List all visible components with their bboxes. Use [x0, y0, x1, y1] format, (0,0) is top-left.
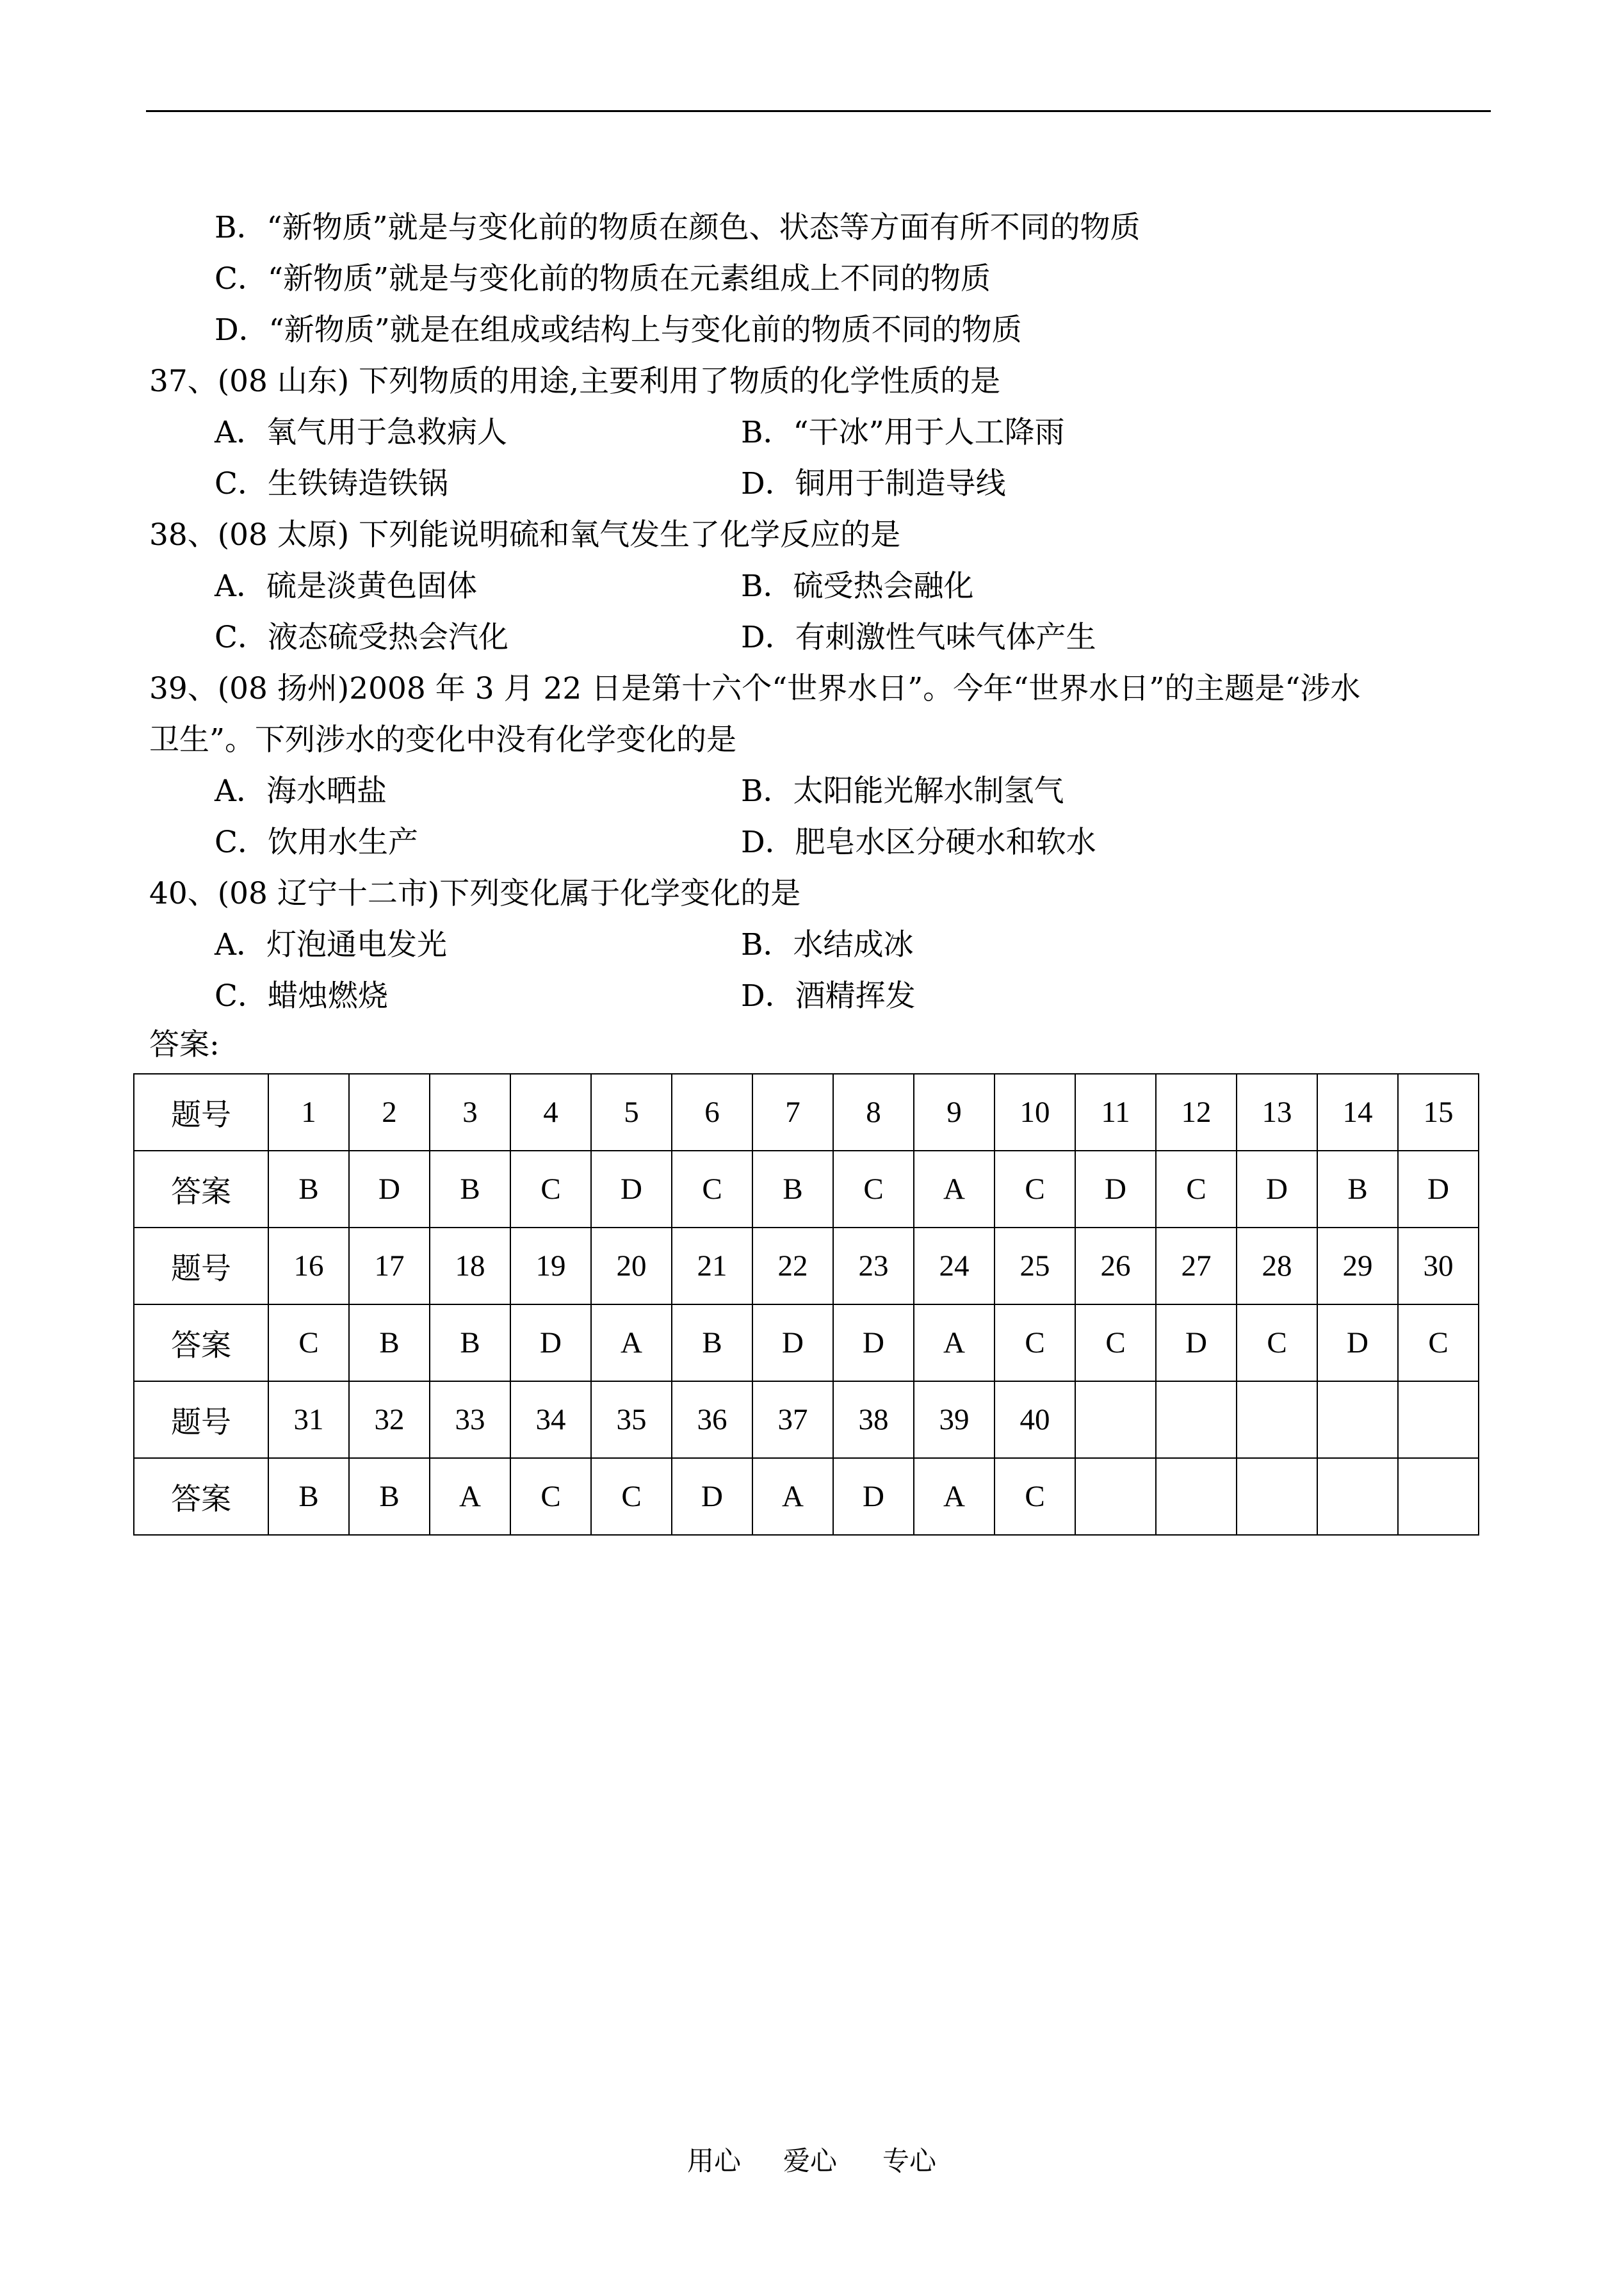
table-cell: 7 [752, 1074, 833, 1151]
table-cell: C [268, 1304, 349, 1381]
table-cell: C [1075, 1304, 1156, 1381]
question-40-option-d: D．酒精挥发 [741, 978, 916, 1014]
table-cell: 2 [349, 1074, 430, 1151]
question-39-option-c: C．饮用水生产 [215, 825, 418, 860]
table-cell: C [995, 1304, 1075, 1381]
table-cell [1237, 1458, 1317, 1535]
question-38-option-c: C．液态硫受热会汽化 [215, 620, 508, 655]
table-cell: 21 [672, 1228, 752, 1304]
table-cell: 34 [510, 1381, 591, 1458]
question-38-option-b: B．硫受热会融化 [741, 569, 974, 604]
table-cell: B [430, 1151, 510, 1228]
table-row [134, 1381, 1479, 1458]
table-cell: B [268, 1458, 349, 1535]
question-40-option-c: C．蜡烛燃烧 [215, 978, 388, 1014]
table-cell: B [672, 1304, 752, 1381]
table-cell: B [349, 1304, 430, 1381]
table-cell: D [510, 1304, 591, 1381]
table-cell: 32 [349, 1381, 430, 1458]
table-cell: 16 [268, 1228, 349, 1304]
table-cell: 20 [591, 1228, 672, 1304]
table-cell: 29 [1317, 1228, 1398, 1304]
footer-text-2: 爱心 [783, 2145, 838, 2177]
table-row [134, 1151, 1479, 1228]
table-cell: 13 [1237, 1074, 1317, 1151]
table-cell: 4 [510, 1074, 591, 1151]
table-cell [1398, 1458, 1479, 1535]
table-cell: C [1156, 1151, 1237, 1228]
question-37-option-d: D．铜用于制造导线 [741, 466, 1006, 501]
table-cell: 33 [430, 1381, 510, 1458]
table-cell: 28 [1237, 1228, 1317, 1304]
table-cell: 27 [1156, 1228, 1237, 1304]
footer-text-3: 专心 [882, 2145, 937, 2177]
table-cell: D [833, 1458, 914, 1535]
table-cell [1156, 1458, 1237, 1535]
question-38-option-a: A．硫是淡黄色固体 [215, 569, 477, 604]
answer-label: 答案: [149, 1027, 220, 1062]
option-line: D．“新物质”就是在组成或结构上与变化前的物质不同的物质 [215, 312, 1022, 348]
table-cell: 37 [752, 1381, 833, 1458]
table-cell: D [591, 1151, 672, 1228]
footer-text-1: 用心 [687, 2145, 742, 2177]
table-cell: 38 [833, 1381, 914, 1458]
table-cell: D [672, 1458, 752, 1535]
question-39-stem-line1: 39、(08 扬州)2008 年 3 月 22 日是第十六个“世界水日”。今年“世界水日”的主题是“涉水 [149, 671, 1361, 706]
table-cell: 31 [268, 1381, 349, 1458]
table-cell: 35 [591, 1381, 672, 1458]
table-cell: C [995, 1151, 1075, 1228]
option-line: B．“新物质”就是与变化前的物质在颜色、状态等方面有所不同的物质 [215, 210, 1141, 245]
table-cell: 18 [430, 1228, 510, 1304]
table-cell: 39 [914, 1381, 995, 1458]
table-header-cell: 题号 [134, 1381, 268, 1458]
table-cell: D [1398, 1151, 1479, 1228]
table-row [134, 1074, 1479, 1151]
question-37-option-b: B．“干冰”用于人工降雨 [741, 415, 1065, 450]
table-cell: A [591, 1304, 672, 1381]
table-cell: 24 [914, 1228, 995, 1304]
question-37-option-a: A．氧气用于急救病人 [215, 415, 507, 450]
question-40-stem: 40、(08 辽宁十二市)下列变化属于化学变化的是 [149, 876, 801, 911]
question-38-stem: 38、(08 太原) 下列能说明硫和氧气发生了化学反应的是 [149, 517, 901, 553]
table-header-cell: 题号 [134, 1228, 268, 1304]
table-cell: 12 [1156, 1074, 1237, 1151]
table-cell: 6 [672, 1074, 752, 1151]
table-cell: 40 [995, 1381, 1075, 1458]
table-cell: C [995, 1458, 1075, 1535]
question-39-option-d: D．肥皂水区分硬水和软水 [741, 825, 1096, 860]
table-cell: A [914, 1458, 995, 1535]
question-40-option-b: B．水结成冰 [741, 927, 914, 962]
table-header-cell: 答案 [134, 1458, 268, 1535]
table-cell: 10 [995, 1074, 1075, 1151]
table-cell: 5 [591, 1074, 672, 1151]
table-cell: 23 [833, 1228, 914, 1304]
table-cell [1398, 1381, 1479, 1458]
table-cell [1237, 1381, 1317, 1458]
table-cell: C [591, 1458, 672, 1535]
table-cell: 8 [833, 1074, 914, 1151]
question-37-option-c: C．生铁铸造铁锅 [215, 466, 448, 501]
table-cell: 3 [430, 1074, 510, 1151]
answer-table [133, 1073, 1479, 1536]
table-cell: 25 [995, 1228, 1075, 1304]
table-header-cell: 题号 [134, 1074, 268, 1151]
table-cell: B [1317, 1151, 1398, 1228]
table-cell: C [1398, 1304, 1479, 1381]
table-cell: 26 [1075, 1228, 1156, 1304]
table-cell [1156, 1381, 1237, 1458]
table-cell: A [430, 1458, 510, 1535]
table-cell: 9 [914, 1074, 995, 1151]
question-39-option-b: B．太阳能光解水制氢气 [741, 774, 1064, 809]
table-cell: B [430, 1304, 510, 1381]
table-cell: 22 [752, 1228, 833, 1304]
table-row [134, 1228, 1479, 1304]
question-39-stem-line2: 卫生”。下列涉水的变化中没有化学变化的是 [149, 722, 737, 758]
table-cell: C [1237, 1304, 1317, 1381]
table-cell [1075, 1458, 1156, 1535]
table-cell: C [833, 1151, 914, 1228]
table-cell: D [1237, 1151, 1317, 1228]
table-cell: 11 [1075, 1074, 1156, 1151]
question-37-stem: 37、(08 山东) 下列物质的用途,主要利用了物质的化学性质的是 [149, 364, 1001, 399]
table-cell: 36 [672, 1381, 752, 1458]
table-cell: 15 [1398, 1074, 1479, 1151]
table-cell: C [510, 1458, 591, 1535]
question-39-option-a: A．海水晒盐 [215, 774, 387, 809]
table-cell: B [349, 1458, 430, 1535]
table-cell: C [510, 1151, 591, 1228]
question-40-option-a: A．灯泡通电发光 [215, 927, 447, 962]
table-cell: C [672, 1151, 752, 1228]
table-cell: D [1075, 1151, 1156, 1228]
table-cell: D [349, 1151, 430, 1228]
table-cell: 17 [349, 1228, 430, 1304]
table-row [134, 1458, 1479, 1535]
table-cell [1075, 1381, 1156, 1458]
table-row [134, 1304, 1479, 1381]
table-cell: D [752, 1304, 833, 1381]
table-cell: D [1317, 1304, 1398, 1381]
header-rule [146, 110, 1491, 112]
table-cell: 30 [1398, 1228, 1479, 1304]
table-cell: D [1156, 1304, 1237, 1381]
table-header-cell: 答案 [134, 1151, 268, 1228]
table-cell [1317, 1458, 1398, 1535]
table-header-cell: 答案 [134, 1304, 268, 1381]
table-cell: D [833, 1304, 914, 1381]
table-cell: 14 [1317, 1074, 1398, 1151]
table-cell: A [914, 1304, 995, 1381]
table-cell: B [268, 1151, 349, 1228]
table-cell: A [914, 1151, 995, 1228]
table-cell [1317, 1381, 1398, 1458]
table-cell: 19 [510, 1228, 591, 1304]
option-line: C．“新物质”就是与变化前的物质在元素组成上不同的物质 [215, 261, 991, 296]
table-cell: 1 [268, 1074, 349, 1151]
table-cell: B [752, 1151, 833, 1228]
question-38-option-d: D．有刺激性气味气体产生 [741, 620, 1096, 655]
table-cell: A [752, 1458, 833, 1535]
